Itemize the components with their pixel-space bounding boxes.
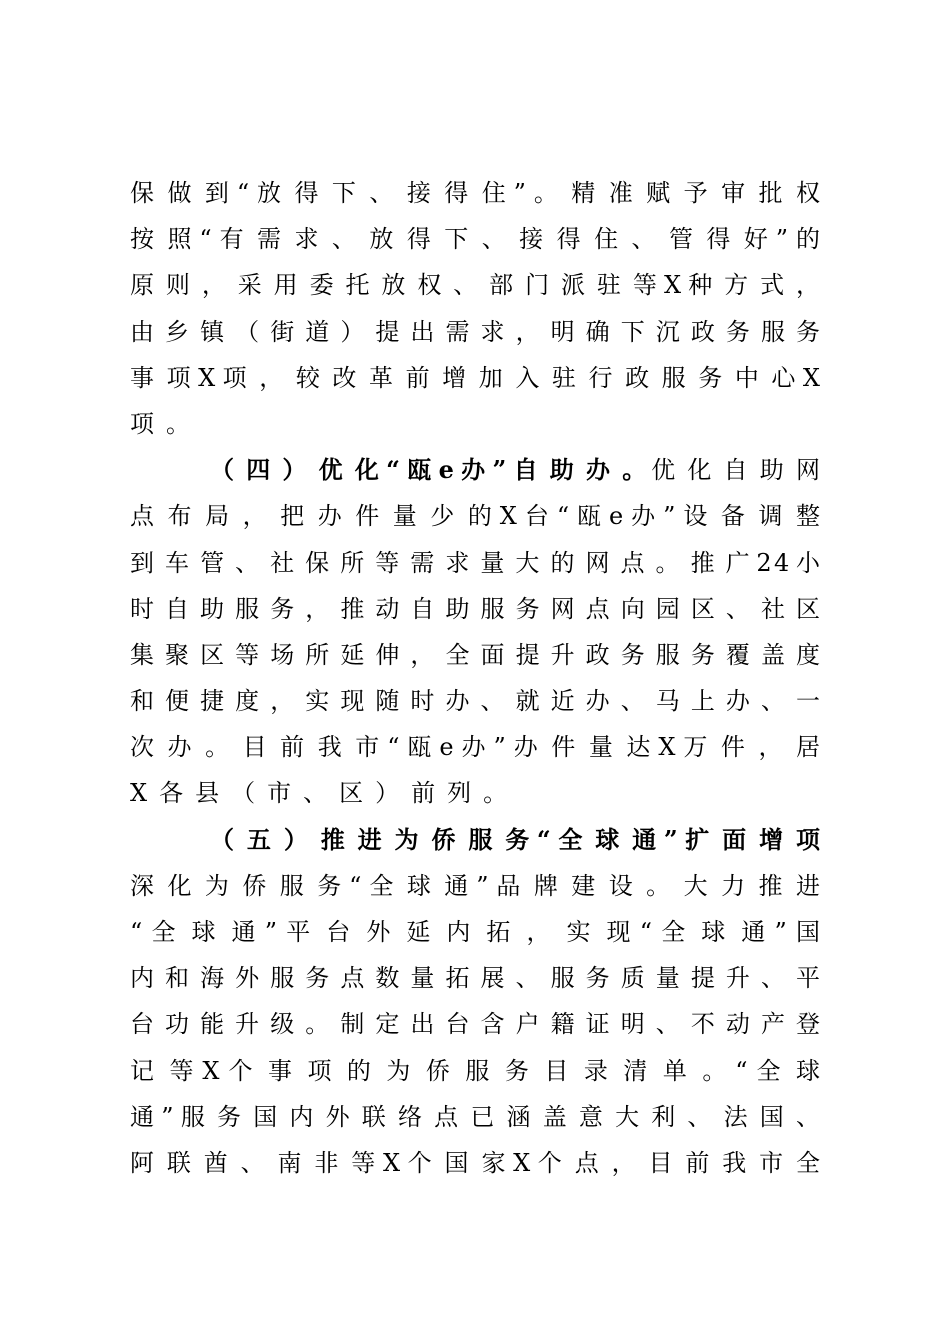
text-line: 集 聚 区 等 场 所 延 伸 ， 全 面 提 升 政 务 服 务 覆 盖 度 — [130, 640, 820, 669]
text-line: 记 等 X 个 事 项 的 为 侨 服 务 目 录 清 单 。 “ 全 球 — [130, 1056, 820, 1085]
text-line: 到 车 管 、 社 保 所 等 需 求 量 大 的 网 点 。 推 广 2 4 小 — [130, 548, 820, 577]
section-heading: （ 五 ） 推 进 为 侨 服 务 “ 全 球 通 ” 扩 面 增 项 — [210, 824, 820, 854]
text-line: 由 乡 镇 （ 街 道 ） 提 出 需 求 ， 明 确 下 沉 政 务 服 务 — [130, 317, 820, 346]
text-line: 原 则 ， 采 用 委 托 放 权 、 部 门 派 驻 等 X 种 方 式 ， — [130, 271, 820, 300]
text-line: 按 照 “ 有 需 求 、 放 得 下 、 接 得 住 、 管 得 好 ” 的 — [130, 225, 820, 254]
document-body — [130, 170, 820, 1186]
section-heading-line — [130, 447, 820, 493]
text-line: 点 布 局 ， 把 办 件 量 少 的 X 台 “ 瓯 e 办 ” 设 备 调 整 — [130, 502, 820, 531]
text-line: 保 做 到 “ 放 得 下 、 接 得 住 ” 。 精 准 赋 予 审 批 权 — [130, 179, 820, 207]
text-line: 事 项 X 项 ， 较 改 革 前 增 加 入 驻 行 政 服 务 中 心 X — [130, 363, 820, 392]
text-line: 阿 联 酋 、 南 非 等 X 个 国 家 X 个 点 ， 目 前 我 市 全 — [130, 1148, 820, 1177]
text-line: “ 全 球 通 ” 平 台 外 延 内 拓 ， 实 现 “ 全 球 通 ” 国 — [130, 918, 820, 946]
text-line: 通 ” 服 务 国 内 外 联 络 点 已 涵 盖 意 大 利 、 法 国 、 — [130, 1102, 820, 1131]
text-line: 项。 — [130, 409, 202, 438]
text-line: X各县（市、区）前列。 — [130, 779, 520, 808]
heading-continuation: 优 化 自 助 网 — [651, 456, 820, 485]
section-heading: （ 四 ） 优 化 “ 瓯 e 办 ” 自 助 办 。 — [210, 455, 652, 485]
text-line: 深 化 为 侨 服 务 “ 全 球 通 ” 品 牌 建 设 。 大 力 推 进 — [130, 871, 820, 900]
text-line: 和 便 捷 度 ， 实 现 随 时 办 、 就 近 办 、 马 上 办 、 一 — [130, 687, 820, 716]
text-line: 台 功 能 升 级 。 制 定 出 台 含 户 籍 证 明 、 不 动 产 登 — [130, 1010, 820, 1039]
text-line: 内 和 海 外 服 务 点 数 量 拓 展 、 服 务 质 量 提 升 、 平 — [130, 964, 820, 993]
text-line: 时 自 助 服 务 ， 推 动 自 助 服 务 网 点 向 园 区 、 社 区 — [130, 594, 820, 623]
text-line: 次 办 。 目 前 我 市 “ 瓯 e 办 ” 办 件 量 达 X 万 件 ， 居 — [130, 733, 820, 762]
